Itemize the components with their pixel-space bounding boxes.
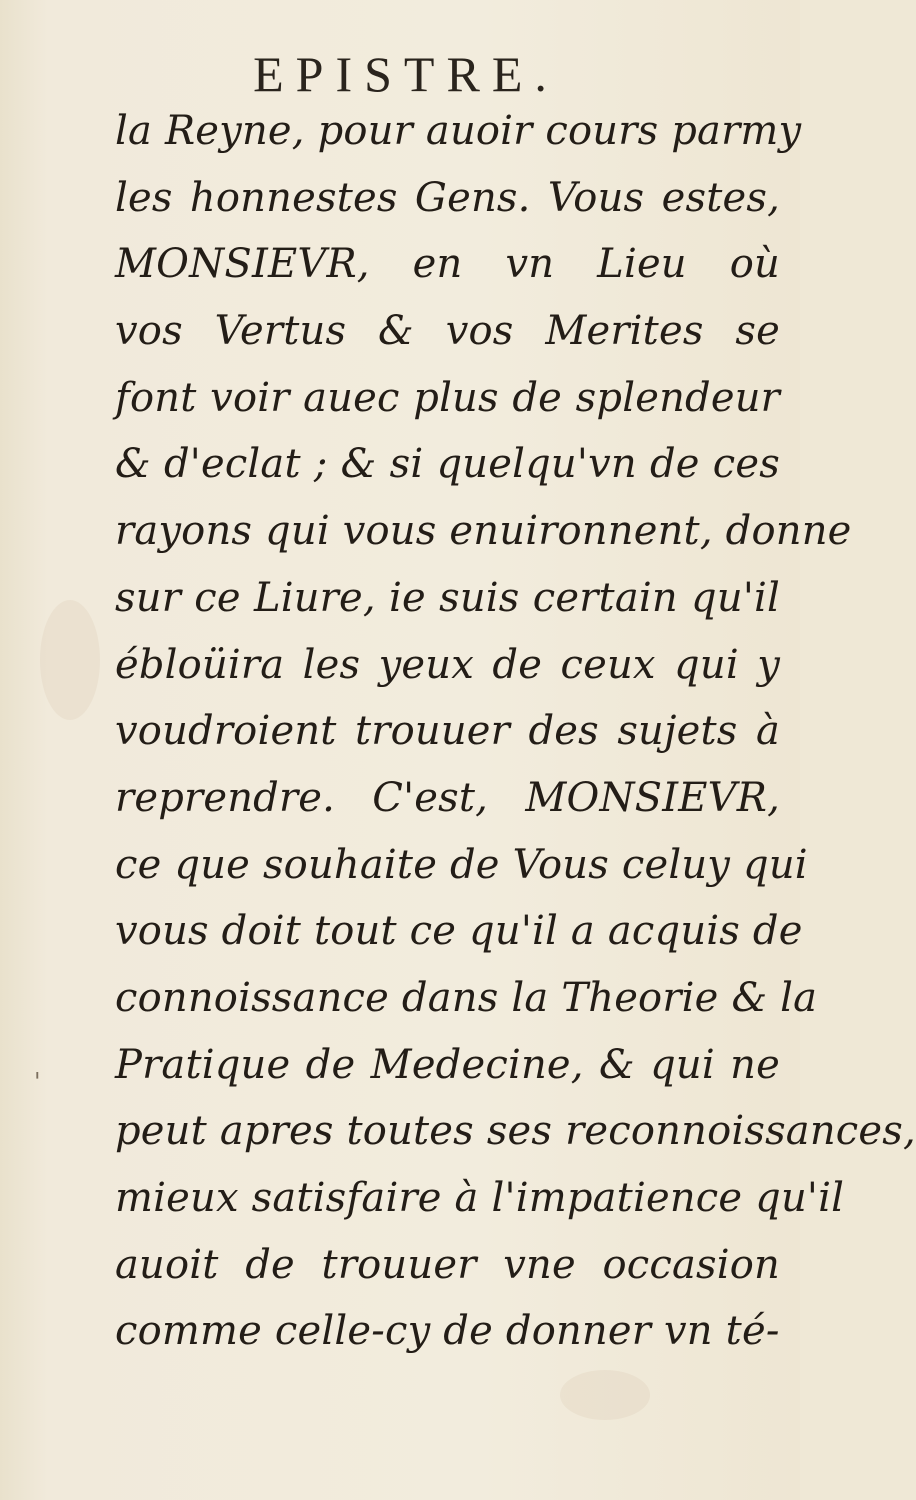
text-line: reprendre. C'est, MONSIEVR, [115,774,780,821]
text-line: connoissance dans la Theorie & la [115,974,818,1021]
text-line: peut apres toutes ses reconnoissances, [115,1108,916,1155]
text-line: ce que souhaite de Vous celuy qui [115,841,808,888]
ink-speck: ' [34,1068,41,1096]
text-line: Pratique de Medecine, & qui ne [115,1041,780,1088]
text-line: voudroient trouuer des sujets à [115,708,780,755]
text-line: comme celle-cy de donner vn té- [115,1308,780,1355]
paper-stain [40,600,100,720]
text-line: vos Vertus & vos Merites se [115,308,780,355]
text-line: & d'eclat ; & si quelqu'vn de ces [115,441,780,488]
page-header: EPISTRE. [253,46,559,102]
paper-stain [560,1370,650,1420]
text-line: rayons qui vous enuironnent, donne [115,508,852,555]
body-text [115,98,916,1365]
text-line: auoit de trouuer vne occasion [115,1241,780,1288]
text-line: MONSIEVR, en vn Lieu où [115,241,780,288]
text-line: sur ce Liure, ie suis certain qu'il [115,574,780,621]
text-line: les honnestes Gens. Vous estes, [115,174,780,221]
text-line: ébloüira les yeux de ceux qui y [115,641,780,688]
text-line: vous doit tout ce qu'il a acquis de [115,908,803,955]
text-line: la Reyne, pour auoir cours parmy [115,108,802,154]
text-line: mieux satisfaire à l'impatience qu'il [115,1175,845,1221]
text-line: font voir auec plus de splendeur [115,374,780,421]
